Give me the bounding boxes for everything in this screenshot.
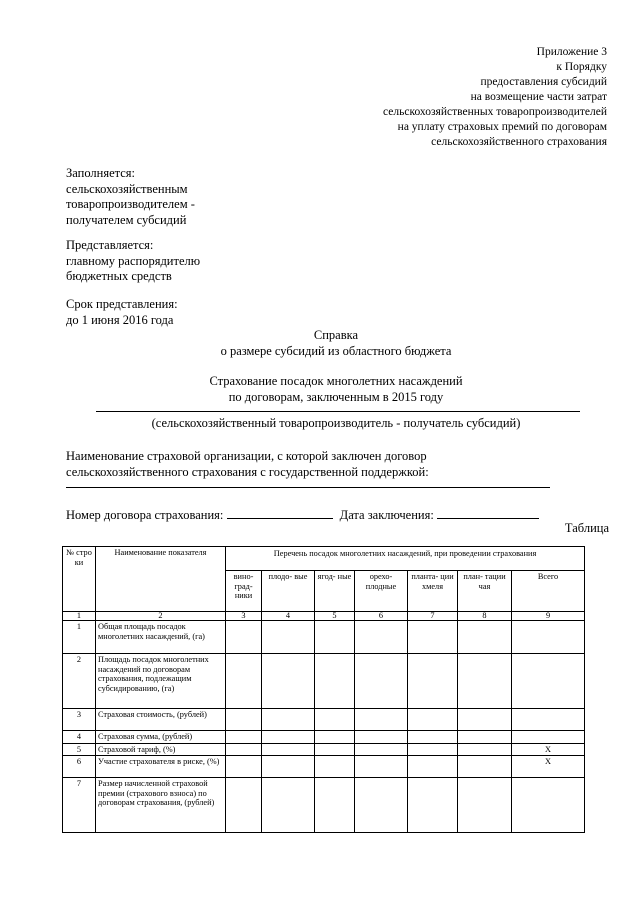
submitted-to-block (66, 238, 200, 285)
column-number: 4 (262, 612, 315, 621)
table-row (63, 756, 585, 778)
subtitle-line: Страхование посадок многолетних насаждений (209, 374, 463, 388)
appendix-line: предоставления субсидий (480, 76, 607, 88)
cell-hops[interactable] (408, 756, 458, 778)
cell-fruit[interactable] (262, 621, 315, 654)
row-number: 3 (63, 709, 96, 731)
cell-vineyards[interactable] (226, 731, 262, 744)
row-number: 4 (63, 731, 96, 744)
contract-date-field[interactable] (437, 507, 539, 519)
appendix-header (277, 45, 607, 150)
table-row (63, 778, 585, 833)
appendix-line: сельскохозяйственного страхования (431, 136, 607, 148)
cell-vineyards[interactable] (226, 621, 262, 654)
table-row (63, 654, 585, 709)
row-number: 2 (63, 654, 96, 709)
row-number: 1 (63, 621, 96, 654)
producer-caption: (сельскохозяйственный товаропроизводитель - получатель субсидий) (151, 416, 521, 430)
appendix-line: на возмещение части затрат (470, 91, 607, 103)
deadline-block (66, 297, 178, 328)
header-hops: планта- ции хмеля (408, 571, 458, 612)
cell-fruit[interactable] (262, 743, 315, 756)
cell-nut[interactable] (355, 709, 408, 731)
header-berry: ягод- ные (315, 571, 355, 612)
row-name: Страховой тариф, (%) (96, 743, 226, 756)
cell-hops[interactable] (408, 731, 458, 744)
row-number: 5 (63, 743, 96, 756)
row-name: Участие страхователя в риске, (%) (96, 756, 226, 778)
header-row-number: № стро ки (63, 547, 96, 612)
subtitle-line: по договорам, заключенным в 2015 году (228, 389, 444, 404)
cell-hops[interactable] (408, 743, 458, 756)
title-line: о размере субсидий из областного бюджета (220, 343, 452, 358)
contract-date-label: Дата заключения: (339, 508, 434, 522)
table-label: Таблица (564, 521, 609, 535)
deadline-label: Срок представления: (66, 297, 178, 311)
column-number: 2 (96, 612, 226, 621)
cell-berry[interactable] (315, 731, 355, 744)
appendix-line: на уплату страховых премий по договорам (397, 121, 607, 133)
fill-by-block (66, 166, 195, 228)
column-number: 7 (408, 612, 458, 621)
cell-berry[interactable] (315, 621, 355, 654)
appendix-line: сельскохозяйственных товаропроизводителей (383, 106, 607, 118)
header-total: Всего (512, 571, 585, 612)
submitted-to-line: бюджетных средств (66, 269, 172, 283)
cell-berry[interactable] (315, 709, 355, 731)
cell-tea[interactable] (458, 709, 512, 731)
row-number: 7 (63, 778, 96, 833)
cell-nut[interactable] (355, 743, 408, 756)
cell-vineyards[interactable] (226, 654, 262, 709)
producer-name-line[interactable] (96, 411, 580, 412)
cell-berry[interactable] (315, 778, 355, 833)
subsidy-table (62, 546, 585, 833)
column-number: 6 (355, 612, 408, 621)
cell-berry[interactable] (315, 743, 355, 756)
header-nut: орехо- плодные (355, 571, 408, 612)
cell-total[interactable] (512, 709, 585, 731)
row-name: Страховая стоимость, (рублей) (96, 709, 226, 731)
cell-vineyards[interactable] (226, 778, 262, 833)
cell-nut[interactable] (355, 778, 408, 833)
table-row (63, 731, 585, 744)
header-vineyards: вино- град- ники (226, 571, 262, 612)
cell-fruit[interactable] (262, 731, 315, 744)
table-row (63, 621, 585, 654)
cell-total[interactable] (512, 654, 585, 709)
cell-total[interactable] (512, 778, 585, 833)
cell-vineyards[interactable] (226, 756, 262, 778)
cell-vineyards[interactable] (226, 709, 262, 731)
submitted-to-label: Представляется: (66, 238, 154, 252)
row-number: 6 (63, 756, 96, 778)
fill-by-line: получателем субсидий (66, 212, 187, 227)
cell-total: Х (512, 743, 585, 756)
cell-nut[interactable] (355, 654, 408, 709)
insurer-block (66, 449, 429, 480)
column-number: 8 (458, 612, 512, 621)
table-row (63, 743, 585, 756)
title-line: Справка (313, 328, 359, 342)
header-plantings-group: Перечень посадок многолетних насаждений, при проведении страхования (226, 547, 585, 571)
cell-hops[interactable] (408, 778, 458, 833)
table-header-row (63, 547, 585, 571)
cell-fruit[interactable] (262, 654, 315, 709)
cell-fruit[interactable] (262, 756, 315, 778)
appendix-line: к Порядку (556, 61, 607, 73)
cell-tea[interactable] (458, 654, 512, 709)
cell-berry[interactable] (315, 756, 355, 778)
cell-vineyards[interactable] (226, 743, 262, 756)
column-number: 1 (63, 612, 96, 621)
deadline-value: до 1 июня 2016 года (66, 312, 174, 327)
cell-hops[interactable] (408, 709, 458, 731)
cell-tea[interactable] (458, 756, 512, 778)
column-number: 9 (512, 612, 585, 621)
contract-number-field[interactable] (227, 507, 333, 519)
cell-total[interactable] (512, 731, 585, 744)
cell-tea[interactable] (458, 621, 512, 654)
cell-total: Х (512, 756, 585, 778)
row-name: Общая площадь посадок многолетних насаждений, (га) (96, 621, 226, 654)
contract-number-label: Номер договора страхования: (66, 508, 224, 522)
cell-tea[interactable] (458, 778, 512, 833)
submitted-to-line: главному распорядителю (66, 253, 201, 268)
table-row (63, 709, 585, 731)
cell-tea[interactable] (458, 731, 512, 744)
fill-by-line: товаропроизводителем - (66, 197, 195, 211)
header-tea: план- тации чая (458, 571, 512, 612)
row-name: Площадь посадок многолетних насаждений по договорам страхования, подлежащим субсидированию, (га) (96, 654, 226, 709)
cell-tea[interactable] (458, 743, 512, 756)
document-title (66, 328, 606, 359)
insurer-line: сельскохозяйственного страхования с государственной поддержкой: (66, 464, 429, 479)
row-name: Страховая сумма, (рублей) (96, 731, 226, 744)
fill-by-line: сельскохозяйственным (66, 181, 188, 196)
document-subtitle (66, 374, 606, 405)
cell-fruit[interactable] (262, 778, 315, 833)
cell-berry[interactable] (315, 654, 355, 709)
cell-nut[interactable] (355, 731, 408, 744)
column-numbers-row (63, 612, 585, 621)
fill-by-label: Заполняется: (66, 166, 136, 180)
insurer-name-line[interactable] (66, 487, 550, 488)
cell-hops[interactable] (408, 621, 458, 654)
cell-fruit[interactable] (262, 709, 315, 731)
cell-nut[interactable] (355, 756, 408, 778)
contract-fields (66, 507, 539, 524)
header-fruit: плодо- вые (262, 571, 315, 612)
insurer-line: Наименование страховой организации, с которой заключен договор (66, 449, 427, 463)
header-indicator-name: Наименование показателя (96, 547, 226, 612)
column-number: 5 (315, 612, 355, 621)
row-name: Размер начисленной страховой премии (страхового взноса) по договорам страхования, (рублей) (96, 778, 226, 833)
column-number: 3 (226, 612, 262, 621)
cell-hops[interactable] (408, 654, 458, 709)
cell-total[interactable] (512, 621, 585, 654)
cell-nut[interactable] (355, 621, 408, 654)
appendix-line: Приложение 3 (536, 46, 607, 58)
